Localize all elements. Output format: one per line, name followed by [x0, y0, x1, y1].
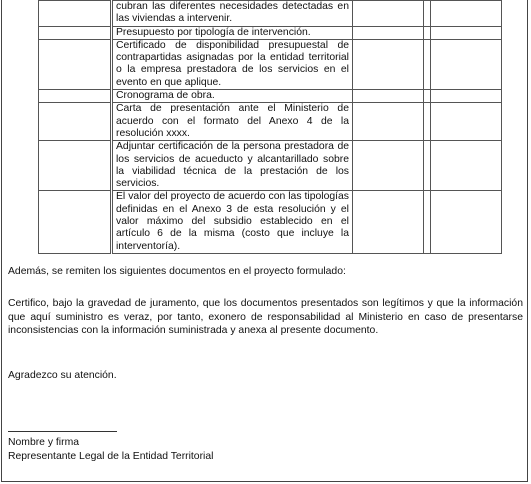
requirement-text-cell: Carta de presentación ante el Ministerio de acuerdo con el formato del Anexo 4 de la resolución xxxx.	[112, 103, 353, 141]
table-row	[39, 141, 502, 191]
table-row	[39, 103, 502, 141]
empty-cell	[431, 90, 502, 103]
empty-cell	[39, 90, 112, 103]
empty-cell	[39, 39, 112, 89]
additional-documents-text: Además, se remiten los siguientes documentos en el proyecto formulado:	[8, 266, 346, 277]
signature-name-label: Nombre y firma	[8, 437, 80, 448]
empty-cell	[39, 1, 112, 27]
empty-cell	[39, 26, 112, 39]
empty-cell	[353, 26, 424, 39]
closing-text: Agradezco su atención.	[8, 370, 117, 381]
signature-line	[8, 431, 117, 432]
empty-cell	[431, 103, 502, 141]
empty-cell	[424, 191, 431, 253]
requirement-text-cell: Adjuntar certificación de la persona prestadora de los servicios de acueducto y alcantarillado sobre la viabilidad técnica de la prestación de los servicios.	[112, 141, 353, 191]
empty-cell	[39, 141, 112, 191]
empty-cell	[431, 39, 502, 89]
table-row	[39, 191, 502, 253]
empty-cell	[353, 141, 424, 191]
empty-cell	[424, 39, 431, 89]
empty-cell	[424, 26, 431, 39]
empty-cell	[353, 103, 424, 141]
requirement-text-cell: El valor del proyecto de acuerdo con las tipologías definidas en el Anexo 3 de esta resolución y el valor máximo del subsidio establecido en el artículo 6 de la misma (costo que incluye la interventoría).	[112, 191, 353, 253]
empty-cell	[424, 90, 431, 103]
empty-cell	[353, 39, 424, 89]
empty-cell	[39, 103, 112, 141]
requirement-text-cell: Certificado de disponibilidad presupuestal de contrapartidas asignadas por la entidad territorial o la empresa prestadora de los servicios en el evento en que aplique.	[112, 39, 353, 89]
empty-cell	[424, 1, 431, 27]
empty-cell	[424, 103, 431, 141]
empty-cell	[353, 90, 424, 103]
table-row	[39, 26, 502, 39]
table-row	[39, 1, 502, 27]
table-row	[39, 39, 502, 89]
document-page	[1, 0, 528, 482]
empty-cell	[353, 1, 424, 27]
empty-cell	[39, 191, 112, 253]
requirement-text-cell: Cronograma de obra.	[112, 90, 353, 103]
empty-cell	[424, 141, 431, 191]
requirement-text-cell: Presupuesto por tipología de intervención.	[112, 26, 353, 39]
requirement-text-cell: cubran las diferentes necesidades detectadas en las viviendas a intervenir.	[112, 1, 353, 27]
empty-cell	[431, 141, 502, 191]
requirements-table	[38, 0, 502, 254]
empty-cell	[431, 191, 502, 253]
empty-cell	[353, 191, 424, 253]
signature-role: Representante Legal de la Entidad Territorial	[8, 451, 214, 462]
certification-paragraph: Certifico, bajo la gravedad de juramento, que los documentos presentados son legítimos y que la información que aquí suministro es veraz, por tanto, exonero de responsabilidad al Ministerio en caso de presentarse inconsistencias con la información suministrada y anexa al presente documento.	[8, 298, 523, 337]
empty-cell	[431, 26, 502, 39]
empty-cell	[431, 1, 502, 27]
table-row	[39, 90, 502, 103]
